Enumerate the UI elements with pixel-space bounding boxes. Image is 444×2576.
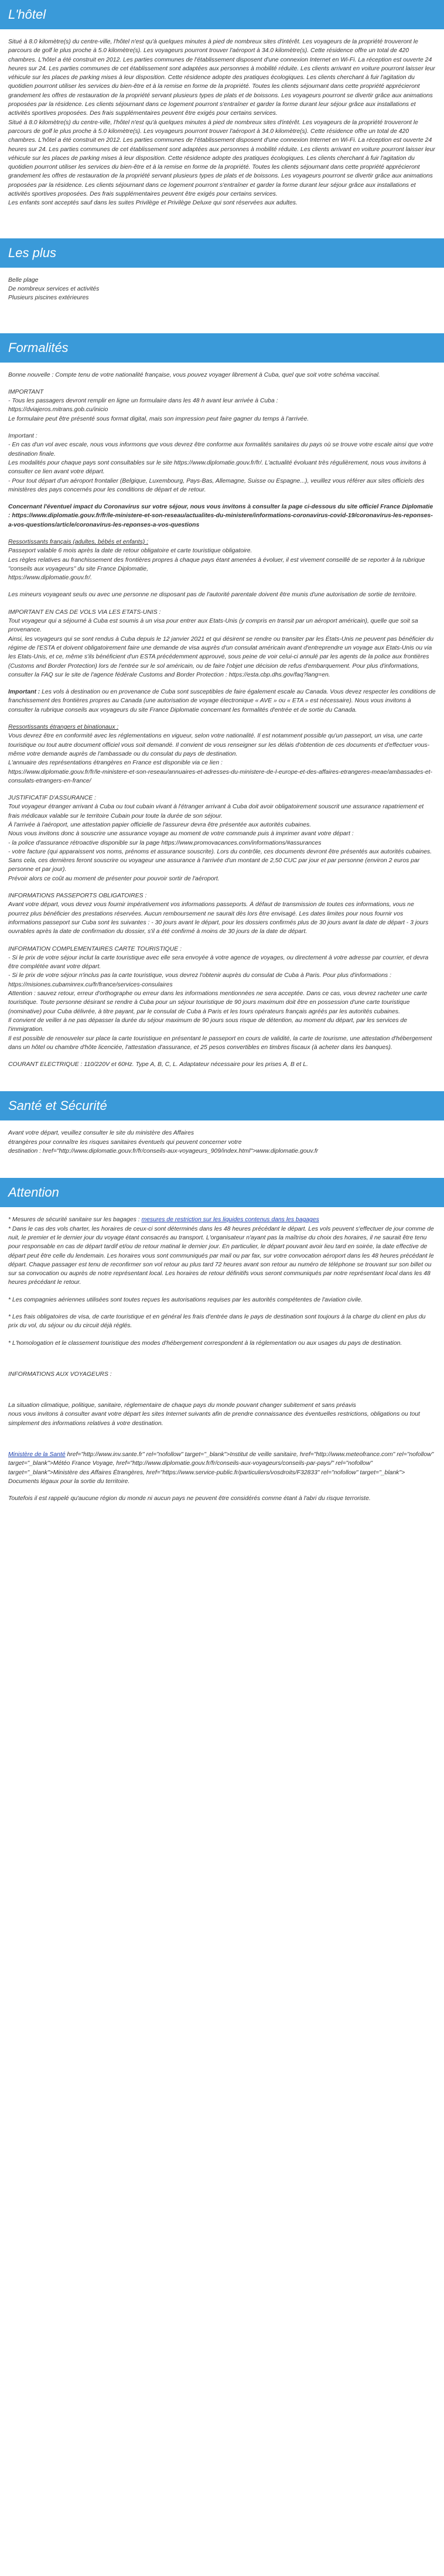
mineurs-notice: Les mineurs voyageant seuls ou avec une personne ne disposant pas de l'autorité parentale doivent être munis d'une autorisation de sortie de territoire. — [8, 592, 417, 599]
hotel-title: L'hôtel — [8, 7, 46, 22]
infos-voyageurs-title: INFORMATIONS AUX VOYAGEURS : — [8, 1371, 112, 1378]
compagnies-notice: * Les compagnies aériennes utilisées sont toutes reçues les autorisations requises par les autorités compétentes de l'aviation civile. — [8, 1296, 363, 1303]
formalites-section — [0, 363, 444, 1070]
justificatif-block: JUSTIFICATIF D'ASSURANCE : Tout voyageur étranger arrivant à Cuba ou tout cubain vivant à l'étranger arrivant à Cuba doit avoir obligatoirement souscrit une assurance rapatriement et frais médicaux valable sur le territoire Cubain pour toute la durée de son séjour. À l'arrivée à l'aéroport, une attestation papier officielle de l'assureur devra être présentée aux autorités cubaines. Nous vous invitons donc à souscrire une assurance voyage au moment de votre commande puis à imprimer avant votre départ : - la police d'assurance rétroactive disponible sur la page https://www.promovacances.com/informations/#assurances - votre facture (qui apparaissent vos noms, prénoms et assurance souscrite). Lors du contrôle, ces documents devront être présentés aux autorités cubaines. Sans cela, ces dernières feront souscrire ou voyageur une assurance à l'arrivée d'un montant de 2,50 CUC par jour et par personne (environ 2 euros par personne et par jour). Prévoir alors ce coût au moment de présenter pour pouvoir sortir de l'aéroport. — [8, 795, 432, 882]
important-block: IMPORTANT - Tous les passagers devront remplir en ligne un formulaire dans les 48 h avant leur arrivée à Cuba : https://dviajeros.mitrans.gob.cu/inicio Le formulaire peut être présenté sous format digital, mais son impression peut faire gagner du temps à l'arrivée. — [8, 388, 309, 422]
formalites-intro: Bonne nouvelle : Compte tenu de votre nationalité française, vous pouvez voyager librement à Cuba, quel que soit votre schéma vaccinal. — [8, 371, 380, 378]
liquides-link[interactable]: mesures de restriction sur les liquides contenus dans les bagages — [141, 1217, 319, 1224]
hotel-section-header — [0, 0, 444, 29]
attention-section — [0, 1207, 444, 1503]
charter-notice: * Dans le cas des vols charter, les horaires de ceux-ci sont déterminés dans les 48 heures précédant le départ. Les vols peuvent s'effectuer de jour comme de nuit, le premier et le dernier jour du voyage étant consacrés au transport. L'organisateur n'ayant pas la maîtrise du choix des horaires, il ne saurait être tenu pour responsable en cas de départ tardif et/ou de retour matinal le dernier jour. En particulier, le départ pouvant avoir lieu tard en soirée, la date effective de départ peut être celle du lendemain. Les horaires vous sont communiqués par mail ou par fax, sur votre convocation aéroport dans les 48 heures précédant le départ. Chaque passager est tenu de reconfirmer son vol retour au plus tard 72 heures avant son retour au numéro de téléphone se trouvant sur son billet ou sur sa convocation ou auprès de notre représentant local. Les horaires de retour définitifs vous seront communiqués par notre représentant local dans les 48 heures précédant le retour. — [8, 1225, 434, 1286]
ressortissants-block: Ressortissants français (adultes, bébés et enfants) : Passeport valable 6 mois après la date de retour obligatoire et carte touristique obligatoire. Les règles relatives au franchissement des frontières propres à chaque pays étant amenées à évoluer, il est vivement conseillé de se reporter à la rubrique "conseils aux voyageurs" du site France Diplomatie, https://www.diplomatie.gouv.fr/. — [8, 538, 425, 582]
plus-title: Les plus — [8, 245, 56, 260]
list-item: Belle plage — [8, 276, 39, 283]
formalites-title: Formalités — [8, 340, 69, 355]
sante-section-header — [0, 1091, 444, 1120]
sites-links: Ministère de la Santé href="http://www.inv.sante.fr" rel="nofollow" target="_blank">Institut de veille sanitaire, href="http://www.meteofrance.com" rel="nofollow" target="_blank">Météo France Voyage, href="http://www.diplomatie.gouv.fr/fr/conseils-aux-voyageurs/conseils-par-pays/" rel="nofollow" target="_blank">Ministère des Affaires Étrangères, href="https://www.service-public.fr/particuliers/vosdroits/F32833" rel="nofollow" target="_blank"> Documents légaux pour la sortie du territoire. — [8, 1451, 434, 1485]
usa-block: IMPORTANT EN CAS DE VOLS VIA LES ETATS-UNIS : Tout voyageur qui a séjourné à Cuba est soumis à un visa pour entrer aux Etats-Unis (y compris en transit par un aéroport américain), quelle que soit sa provenance. Ainsi, les voyageurs qui se sont rendus à Cuba depuis le 12 janvier 2021 et qui désirent se rendre ou transiter par les États-Unis ne peuvent pas bénéficier du régime de l'ESTA et doivent obligatoirement faire une demande de visa auprès d'un consulat américain avant d'entreprendre un voyage aux Etats-Unis ou via les Etats-Unis, et ce, même s'ils bénéficient d'un ESTA précédemment approuvé, sous peine de voir celui-ci annulé par les agents de la police aux frontières (Customs and Border Protection) lors de l'entrée sur le sol américain, ou de faire l'objet une décision de refus d'embarquement. Pour plus d'informations, consulter la FAQ sur le site de l'agence fédérale Customs and Border Protection : https://esta.cbp.dhs.gov/faq?lang=en. — [8, 609, 434, 678]
plus-section-header — [0, 238, 444, 268]
situation-notice: La situation climatique, politique, sanitaire, réglementaire de chaque pays du monde pouvant changer subitement et sans préavis — [8, 1402, 356, 1409]
bagages-notice: * Mesures de sécurité sanitaire sur les bagages : mesures de restriction sur les liquides contenus dans les bagages — [8, 1217, 319, 1224]
consult-notice: nous vous invitons à consulter avant votre départ les sites Internet suivants afin de prendre connaissance des éventuelles restrictions, obligations ou tout simplement des informations relatives à votre destination. — [8, 1411, 420, 1427]
canada-notice: Important : Les vols à destination ou en provenance de Cuba sont susceptibles de faire également escale au Canada. Vous devez respecter les conditions de franchissement des frontières propres au Canada (une autorisation de voyage électronique « AVE » ou « ETA » est nécessaire). Nous vous invitons à consulter la rubrique conseils aux voyageurs du site France Diplomatie concernant les formalités d'entrée et de sortie du Canada. — [8, 689, 436, 713]
frais-notice: * Les frais obligatoires de visa, de carte touristique et en général les frais d'entrée dans le pays de destination sont toujours à la charge du client en plus du prix du vol, du séjour ou du circuit déjà réglés. — [8, 1313, 426, 1330]
form-link[interactable]: https://dviajeros.mitrans.gob.cu/inicio — [8, 406, 108, 414]
list-item: Plusieurs piscines extérieures — [8, 295, 89, 302]
attention-section-header — [0, 1178, 444, 1207]
terror-notice: Toutefois il est rappelé qu'aucune région du monde ni aucun pays ne peuvent être considérés comme étant à l'abri du risque terroriste. — [8, 1495, 371, 1502]
hotel-description: Situé à 8.0 kilomètre(s) du centre-ville, l'hôtel n'est qu'à quelques minutes à pied de nombreux sites d'intérêt. Les voyageurs de la propriété trouveront le parcours de golf le plus proche à 5.0 kilomètre(s). Les voyageurs pourront trouver l'aéroport à 34.0 kilomètre(s). Cette résidence offre un total de 420 chambres. L'hôtel a été construit en 2012. Les parties communes de l'établissement disposent d'une connexion Internet en Wi-Fi. La réception est ouverte 24 heures sur 24. Les parties communes de cet établissement sont adaptées aux personnes à mobilité réduite. Les clients arrivant en voiture pourront laisser leur véhicule sur les places de parking mises à leur disposition. Cette résidence adopte des pratiques écologiques. Les clients cherchant à fuir l'agitation du quotidien pourront utiliser les services du bien-être et à la remise en forme de la propriété. Toutes les clients séjournant dans cette propriété apprécieront grandement les offres de restauration de la propriété servant plusieurs types de plats et de boissons. Les voyageurs pourront se divertir grâce aux animations proposées par la résidence. Les clients séjournant dans ce logement pourront s'entraîner et garder la forme durant leur séjour grâce aux installations et activités sportives proposées. Des frais supplémentaires peuvent être exigés pour certains services. — [8, 39, 435, 117]
etrangers-block: Ressortissants étrangers et binationaux : Vous devrez être en conformité avec les réglementations en vigueur, selon votre nationalité. Il est notamment possible qu'un passeport, un visa, une carte touristique ou tout autre document officiel vous soit demandé. Il convient de vous renseigner sur les délais d'obtention de ces documents et d'effectuer vous-même votre demande auprès de l'ambassade ou du consulat du pays de destination. L'annuaire des représentations étrangères en France est disponible via ce lien : https://www.diplomatie.gouv.fr/fr/le-ministere-et-son-reseau/annuaires-et-adresses-du-ministere-de-l-europe-et-des-affaires-etrangeres-meae/ambassades-et-consulats-etrangers-en-france/ — [8, 724, 432, 784]
passeports-block: INFORMATIONS PASSEPORTS OBLIGATOIRES : Avant votre départ, vous devez vous fournir impérativement vos informations passeports. À défaut de transmission de toutes ces informations, vous ne pourrez plus bénéficier des prestations réservées. Aucun remboursement ne saurait dès lors être envisagé. Les dates limites pour nous fournir vos informations passeport sur Cuba sont les suivantes : - 30 jours avant le départ, pour les dossiers confirmés plus de 30 jours avant la date de départ - 3 jours ouvrables après la date de confirmation du dossier, s'il a été confirmé à moins de 30 jours de la date de départ. — [8, 893, 429, 935]
sante-title: Santé et Sécurité — [8, 1098, 107, 1113]
plus-section — [0, 268, 444, 303]
sante-section — [0, 1120, 444, 1156]
courant-electrique: COURANT ELECTRIQUE : 110/220V et 60Hz. Type A, B, C, L. Adaptateur nécessaire pour les prises A, B et L. — [8, 1061, 308, 1068]
homologation-notice: * L'homologation et le classement touristique des modes d'hébergement correspondent à la réglementation ou aux usages du pays de destination. — [8, 1340, 402, 1347]
important2-block: Important : - En cas d'un vol avec escale, nous vous informons que vous devrez être conforme aux formalités sanitaires du pays où se trouve votre escale ainsi que votre destination finale. Les modalités pour chaque pays sont consultables sur le site https://www.diplomatie.gouv.fr/fr/. L'actualité évoluant très régulièrement, nous vous invitons à consulter ce lien avant votre départ. - Pour tout départ d'un aéroport frontalier (Belgique, Luxembourg, Pays-Bas, Allemagne, Suisse ou Espagne...), veuillez vous référer aux sites officiels des ministères des pays concernés pour les conditions de départ et de retour. — [8, 433, 433, 493]
list-item: De nombreux services et activités — [8, 285, 100, 292]
formalites-section-header — [0, 333, 444, 363]
carte-block: INFORMATION COMPLEMENTAIRES CARTE TOURISTIQUE : - Si le prix de votre séjour inclut la carte touristique avec elle sera envoyée à votre agence de voyages, ou directement à votre adresse par courrier, et devra être complétée avant votre départ. - Si le prix de votre séjour n'inclus pas la carte touristique, vous devrez l'obtenir auprès du consulat de Cuba à Paris. Pour plus d'informations : https://misiones.cubaminrex.cu/fr/france/services-consulaires Attention : sauvez retour, erreur d'orthographe ou erreur dans les informations mentionnées ne sera acceptée. Dans ce cas, vous devrez racheter une carte touristique. Toute personne désirant se rendre à Cuba pour un séjour touristique de 90 jours maximum doit être en possession d'une carte touristique (nominative) pour Cuba délivrée, à titre payant, par le consulat de Cuba à Paris et les tours opérateurs français agréés par les autorités cubaines. Il convient de veiller à ne pas dépasser la durée du séjour maximum de 90 jours sous risque de détention, au moment du départ, par les services de l'immigration. Il est possible de renouveler sur place la carte touristique en présentant le passeport en cours de validité, la carte de tourisme, une attestation d'hébergement dans un hôtel ou chambre d'hôte licenciée, l'attestation d'assurance, et 25 pesos convertibles en timbres fiscaux (à acheter dans les banques). — [8, 945, 432, 1051]
sante-link[interactable]: Ministère de la Santé — [8, 1451, 66, 1458]
sante-text: Avant votre départ, veuillez consulter le site du ministère des Affaires étrangères pour connaître les risques sanitaires éventuels qui peuvent concerner votre destination : href="http://www.diplomatie.gouv.fr/fr/conseils-aux-voyageurs_909/index.html">www.diplomatie.gouv.fr — [8, 1130, 319, 1155]
hotel-description-repeat: Situé à 8.0 kilomètre(s) du centre-ville, l'hôtel n'est qu'à quelques minutes à pied de nombreux sites d'intérêt. Les voyageurs de la propriété trouveront le parcours de golf le plus proche à 5.0 kilomètre(s). Les voyageurs pourront trouver l'aéroport à 34.0 kilomètre(s). Cette résidence offre un total de 420 chambres. L'hôtel a été construit en 2012. Les parties communes de l'établissement disposent d'une connexion Internet en Wi-Fi. La réception est ouverte 24 heures sur 24. Les parties communes de cet établissement sont adaptées aux personnes à mobilité réduite. Les clients arrivant en voiture pourront laisser leur véhicule sur les places de parking mises à leur disposition. Cette résidence adopte des pratiques écologiques. Les clients cherchant à fuir l'agitation du quotidien pourront utiliser les services du bien-être et à la remise en forme de la propriété. Toutes les clients séjournant dans cette propriété apprécieront grandement les offres de restauration de la propriété servant plusieurs types de plats et de boissons. Les voyageurs pourront se divertir grâce aux animations proposées par la résidence. Les clients séjournant dans ce logement pourront s'entraîner et garder la forme durant leur séjour grâce aux installations et activités sportives proposées. Des frais supplémentaires peuvent être exigés pour certains services. — [8, 119, 435, 198]
attention-title: Attention — [8, 1185, 59, 1200]
hotel-children-policy: Les enfants sont acceptés sauf dans les suites Privilège et Privilège Deluxe qui sont réservées aux adultes. — [8, 200, 298, 207]
plus-list — [8, 276, 436, 303]
coronavirus-notice: Concernant l'éventuel impact du Coronavirus sur votre séjour, nous vous invitons à consulter la page ci-dessous du site officiel France Diplomatie : https://www.diplomatie.gouv.fr/fr/le-ministere-et-son-reseau/actualites-du-ministere/informations-coronavirus-covid-19/coronavirus-les-reponses-a-vos-questions/article/coronavirus-les-reponses-a-vos-questions — [8, 504, 433, 528]
hotel-section — [0, 29, 444, 208]
